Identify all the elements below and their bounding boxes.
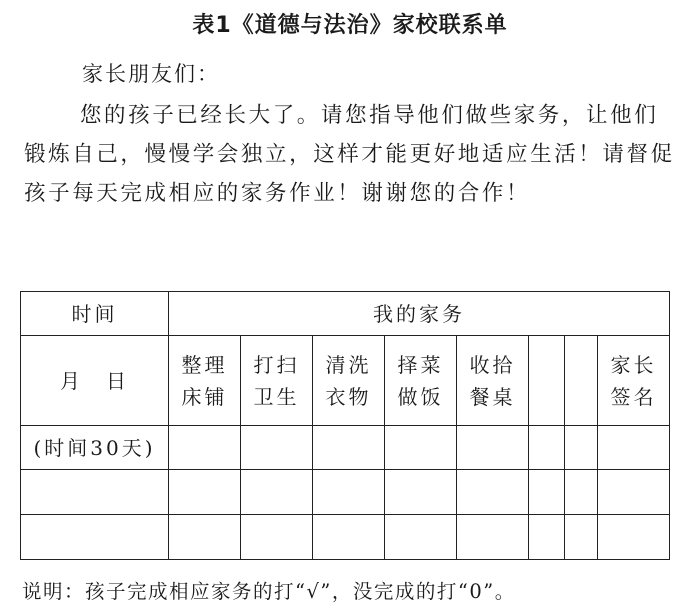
table-cell bbox=[21, 515, 169, 560]
table-cell bbox=[598, 515, 670, 560]
table-cell bbox=[529, 515, 565, 560]
table-cell bbox=[385, 470, 457, 515]
table-cell bbox=[565, 470, 598, 515]
greeting: 家长朋友们： bbox=[82, 62, 220, 86]
chore-table bbox=[20, 291, 670, 560]
table-cell bbox=[241, 470, 313, 515]
period-label: (时间30天) bbox=[21, 426, 169, 470]
chores-header: 我的家务 bbox=[169, 292, 670, 336]
chore-cook: 择菜 做饭 bbox=[385, 336, 457, 426]
table-cell bbox=[241, 515, 313, 560]
chore-blank-2 bbox=[565, 336, 598, 426]
table-cell bbox=[565, 426, 598, 470]
table-row bbox=[21, 470, 670, 515]
time-header: 时间 bbox=[21, 292, 169, 336]
chore-clear-table: 收拾 餐桌 bbox=[457, 336, 529, 426]
table-cell bbox=[565, 515, 598, 560]
body-paragraph: 您的孩子已经长大了。请您指导他们做些家务，让他们锻炼自己，慢慢学会独立，这样才能更好地适应生活！请督促孩子每天完成相应的家务作业！谢谢您的合作！ bbox=[24, 103, 675, 206]
table-row bbox=[21, 515, 670, 560]
document-title: 表1《道德与法治》家校联系单 bbox=[192, 13, 508, 38]
table-cell bbox=[169, 470, 241, 515]
table-cell bbox=[385, 426, 457, 470]
table-cell bbox=[241, 426, 313, 470]
table-cell bbox=[457, 515, 529, 560]
table-cell bbox=[529, 426, 565, 470]
chore-make-bed: 整理 床铺 bbox=[169, 336, 241, 426]
table-cell bbox=[598, 470, 670, 515]
table-cell bbox=[313, 426, 385, 470]
table-cell bbox=[385, 515, 457, 560]
table-cell bbox=[598, 426, 670, 470]
chore-laundry: 清洗 衣物 bbox=[313, 336, 385, 426]
table-cell bbox=[313, 470, 385, 515]
date-header: 月 日 bbox=[21, 336, 169, 426]
table-cell bbox=[529, 470, 565, 515]
parent-signature-header: 家长 签名 bbox=[598, 336, 670, 426]
table-cell bbox=[169, 426, 241, 470]
table-cell bbox=[21, 470, 169, 515]
footnote: 说明：孩子完成相应家务的打“√”，没完成的打“0”。 bbox=[22, 580, 516, 603]
table-row bbox=[21, 426, 670, 470]
table-cell bbox=[313, 515, 385, 560]
chore-clean: 打扫 卫生 bbox=[241, 336, 313, 426]
table-cell bbox=[457, 426, 529, 470]
chore-blank-1 bbox=[529, 336, 565, 426]
table-cell bbox=[457, 470, 529, 515]
table-cell bbox=[169, 515, 241, 560]
